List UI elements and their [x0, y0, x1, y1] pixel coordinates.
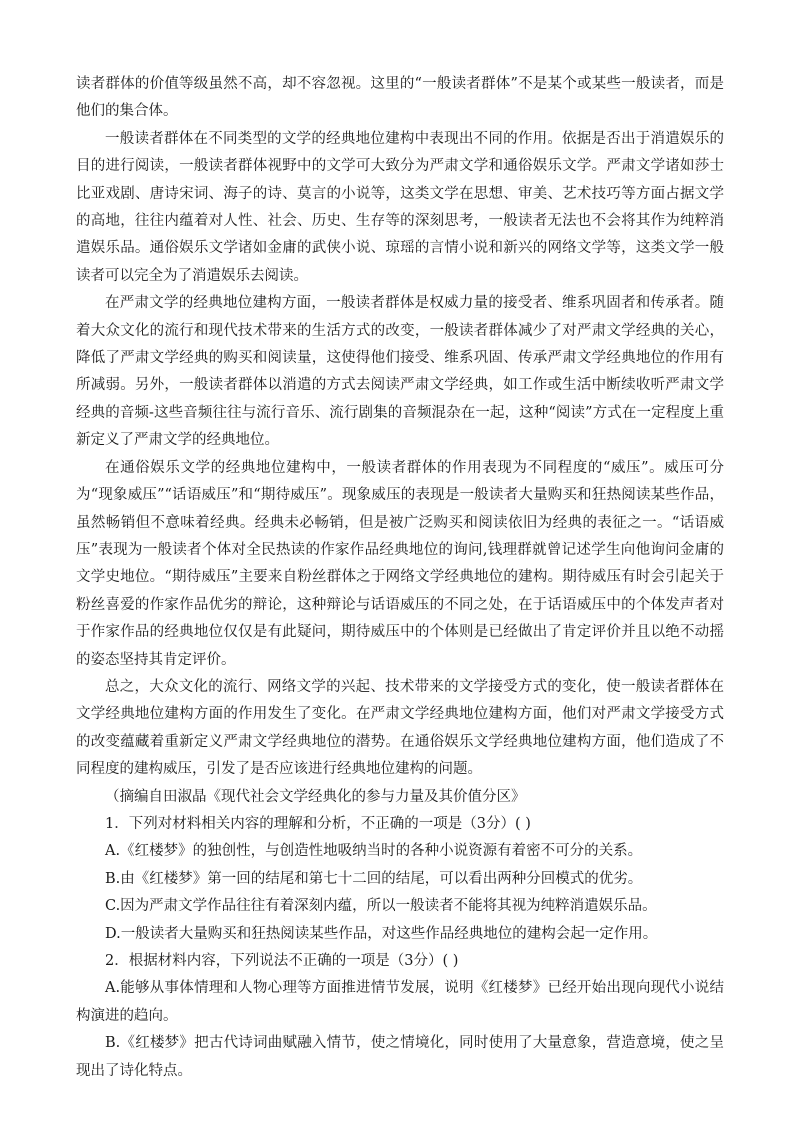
question-1-option-d: D.一般读者大量购买和狂热阅读某些作品，对这些作品经典地位的建构会起一定作用。 [105, 925, 658, 942]
question-2-option-b: B.《红楼梦》把古代诗词曲赋融入情节，使之情境化，同时使用了大量意象，营造意境，使之呈现出了诗化特点。 [76, 1035, 724, 1079]
source-citation: （摘编自田淑晶《现代社会文学经典化的参与力量及其价值分区》 [105, 788, 526, 805]
question-1-option-b: B.由《红楼梦》第一回的结尾和第七十二回的结尾，可以看出两种分回模式的优劣。 [105, 870, 643, 887]
document-page [76, 71, 724, 1085]
paragraph-2: 一般读者群体在不同类型的文学的经典地位建构中表现出不同的作用。依据是否出于消遣娱乐的目的进行阅读，一般读者群体视野中的文学可大致分为严肃文学和通俗娱乐文学。严肃文学诸如莎士比亚戏剧、唐诗宋词、海子的诗、莫言的小说等，这类文学在思想、审美、艺术技巧等方面占据文学的高地，往往内蕴着对人性、社会、历史、生存等的深刻思考，一般读者无法也不会将其作为纯粹消遣娱乐品。通俗娱乐文学诸如金庸的武侠小说、琼瑶的言情小说和新兴的网络文学等，这类文学一般读者可以完全为了消遣娱乐去阅读。 [76, 130, 724, 284]
question-1-option-a: A.《红楼梦》的独创性，与创造性地吸纳当时的各种小说资源有着密不可分的关系。 [105, 843, 643, 860]
question-2-option-a: A.能够从事体情理和人物心理等方面推进情节发展，说明《红楼梦》已经开始出现向现代小说结构演进的趋向。 [76, 980, 724, 1024]
question-1-option-c: C.因为严肃文学作品往往有着深刻内蕴，所以一般读者不能将其视为纯粹消遣娱乐品。 [105, 898, 657, 915]
paragraph-4: 在通俗娱乐文学的经典地位建构中，一般读者群体的作用表现为不同程度的“威压”。威压可分为“现象威压”“话语威压”和“期待威压”。现象威压的表现是一般读者大量购买和狂热阅读某些作品，虽然畅销但不意味着经典。经典未必畅销，但是被广泛购买和阅读依旧为经典的表征之一。“话语威压”表现为一般读者个体对全民热读的作家作品经典地位的询问,钱理群就曾记述学生向他询问金庸的文学史地位。“期待威压”主要来自粉丝群体之于网络文学经典地位的建构。期待威压有时会引起关于粉丝喜爱的作家作品优劣的辩论，这种辩论与话语威压的不同之处，在于话语威压中的个体发声者对于作家作品的经典地位仅仅是有此疑问，期待威压中的个体则是已经做出了肯定评价并且以绝不动摇的姿态坚持其肯定评价。 [76, 459, 724, 668]
paragraph-3: 在严肃文学的经典地位建构方面，一般读者群体是权威力量的接受者、维系巩固者和传承者。随着大众文化的流行和现代技术带来的生活方式的改变，一般读者群体减少了对严肃文学经典的关心，降低了严肃文学经典的购买和阅读量，这使得他们接受、维系巩固、传承严肃文学经典地位的作用有所减弱。另外，一般读者群体以消遣的方式去阅读严肃文学经典，如工作或生活中断续收听严肃文学经典的音频-这些音频往往与流行音乐、流行剧集的音频混杂在一起，这种“阅读”方式在一定程度上重新定义了严肃文学的经典地位。 [76, 295, 724, 449]
paragraph-1: 读者群体的价值等级虽然不高，却不容忽视。这里的“一般读者群体”不是某个或某些一般读者，而是他们的集合体。 [76, 76, 724, 120]
paragraph-5: 总之，大众文化的流行、网络文学的兴起、技术带来的文学接受方式的变化，使一般读者群体在文学经典地位建构方面的作用发生了变化。在严肃文学经典地位建构方面，他们对严肃文学接受方式的改变蕴藏着重新定义严肃文学经典地位的潜势。在通俗娱乐文学经典地位建构方面，他们造成了不同程度的建构威压，引发了是否应该进行经典地位建构的问题。 [76, 678, 724, 778]
question-2-stem: 2．根据材料内容，下列说法不正确的一项是（3分）( ) [105, 953, 459, 969]
question-1-stem: 1．下列对材料相关内容的理解和分析，不正确的一项是（3分）( ) [105, 815, 531, 832]
